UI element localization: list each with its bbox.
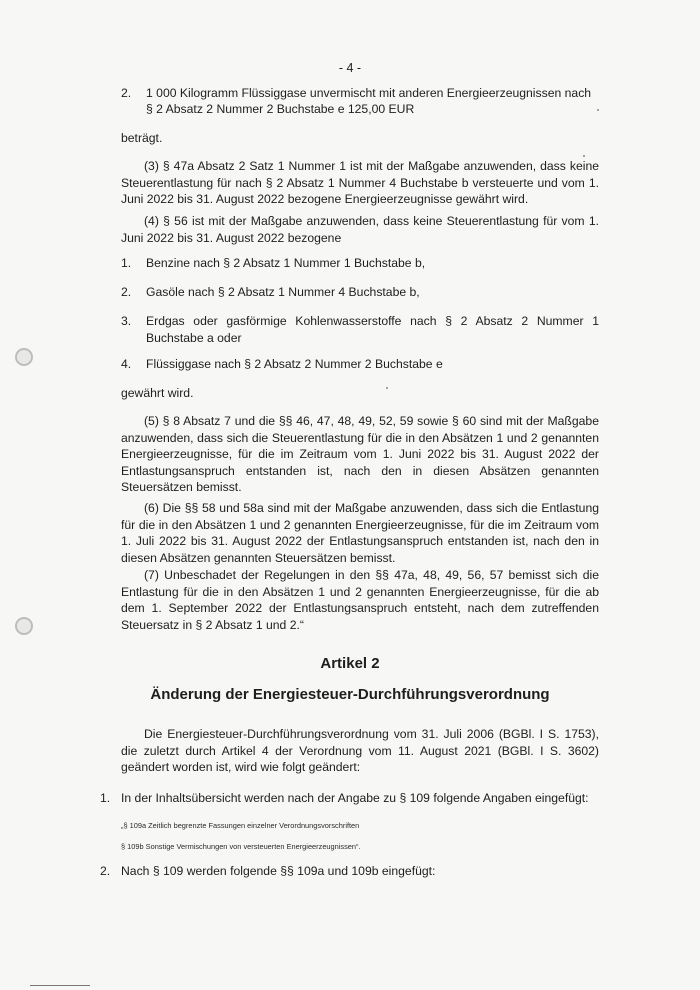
- scan-speck: [583, 155, 585, 157]
- article-heading: Änderung der Energiesteuer-Durchführungsverordnung: [150, 686, 550, 703]
- bottom-rule: [30, 985, 90, 986]
- toc-entry: § 109b Sonstige Vermischungen von versteuerten Energieerzeugnissen“.: [121, 842, 361, 851]
- list-number: 1.: [100, 791, 111, 805]
- paragraph-4: (4) § 56 ist mit der Maßgabe anzuwenden, dass keine Steuerentlastung für vom 1. Juni 2022 bis 31. August 2022 bezogene: [121, 214, 599, 245]
- list-text: Flüssiggase nach § 2 Absatz 2 Nummer 2 Buchstabe e: [146, 357, 443, 371]
- list-text: 1 000 Kilogramm Flüssiggase unvermischt mit anderen Energieerzeugnissen nach: [146, 86, 592, 100]
- list-text: Benzine nach § 2 Absatz 1 Nummer 1 Buchstabe b,: [146, 256, 426, 270]
- list-text: § 2 Absatz 2 Nummer 2 Buchstabe e 125,00 EUR: [146, 102, 415, 116]
- punch-hole: [15, 617, 33, 635]
- list-text: Nach § 109 werden folgende §§ 109a und 109b eingefügt:: [121, 864, 436, 878]
- article-title: Artikel 2: [320, 655, 380, 672]
- toc-entry: „§ 109a Zeitlich begrenzte Fassungen einzelner Verordnungsvorschriften: [121, 821, 360, 830]
- page-number: - 4 -: [338, 61, 362, 75]
- list-number: 4.: [121, 357, 132, 371]
- list-text: In der Inhaltsübersicht werden nach der Angabe zu § 109 folgende Angaben eingefügt:: [121, 791, 589, 805]
- paragraph-text: gewährt wird.: [121, 386, 194, 400]
- paragraph-5: (5) § 8 Absatz 7 und die §§ 46, 47, 48, 49, 52, 59 sowie § 60 sind mit der Maßgabe anzuwenden, dass sich die Steuerentlastung für die in den Absätzen 1 und 2 genannten Energieerzeugnisse, für die im Zeitraum vom 1. Juni 2022 bis 31. August 2022 der Entlastungsanspruch entstanden ist, nach den in diesen Absätzen genannten Steuersätzen bemisst.: [121, 414, 599, 494]
- paragraph-6: (6) Die §§ 58 und 58a sind mit der Maßgabe anzuwenden, dass sich die Entlastung für die in den Absätzen 1 und 2 genannten Energieerzeugnisse, für die im Zeitraum vom 1. Juli 2022 bis 31. August 2022 der Entlastungsanspruch entstanden ist, nach den in diesen Absätzen genannten Steuersätzen bemisst.: [121, 501, 599, 565]
- scan-speck: [597, 109, 599, 111]
- list-number: 2.: [121, 285, 132, 299]
- paragraph-7: (7) Unbeschadet der Regelungen in den §§ 47a, 48, 49, 56, 57 bemisst sich die Entlastung für die in den Absätzen 1 und 2 genannten Energieerzeugnisse, für die ab dem 1. September 2022 der Entlastungsanspruch entsteht, nach dem zutreffenden Steuersatz in § 2 Absatz 1 und 2.“: [121, 568, 599, 632]
- paragraph-text: beträgt.: [121, 131, 163, 145]
- list-text: Erdgas oder gasförmige Kohlenwasserstoffe nach § 2 Absatz 2 Nummer 1 Buchstabe a oder: [146, 314, 599, 345]
- list-number: 1.: [121, 256, 132, 270]
- list-number: 2.: [121, 86, 132, 100]
- list-text: Gasöle nach § 2 Absatz 1 Nummer 4 Buchstabe b,: [146, 285, 420, 299]
- punch-hole: [15, 348, 33, 366]
- list-number: 3.: [121, 314, 132, 328]
- paragraph-3: (3) § 47a Absatz 2 Satz 1 Nummer 1 ist mit der Maßgabe anzuwenden, dass keine Steuerentlastung für nach § 2 Absatz 1 Nummer 4 Buchstabe b versteuerte und vom 1. Juni 2022 bis 31. August 2022 bezogene Energieerzeugnisse gewährt wird.: [121, 159, 599, 206]
- list-number: 2.: [100, 864, 111, 878]
- scan-speck: [386, 387, 388, 389]
- article-intro: Die Energiesteuer-Durchführungsverordnung vom 31. Juli 2006 (BGBl. I S. 1753), die zuletzt durch Artikel 4 der Verordnung vom 11. August 2021 (BGBl. I S. 3602) geändert worden ist, wird wie folgt geändert:: [121, 727, 599, 774]
